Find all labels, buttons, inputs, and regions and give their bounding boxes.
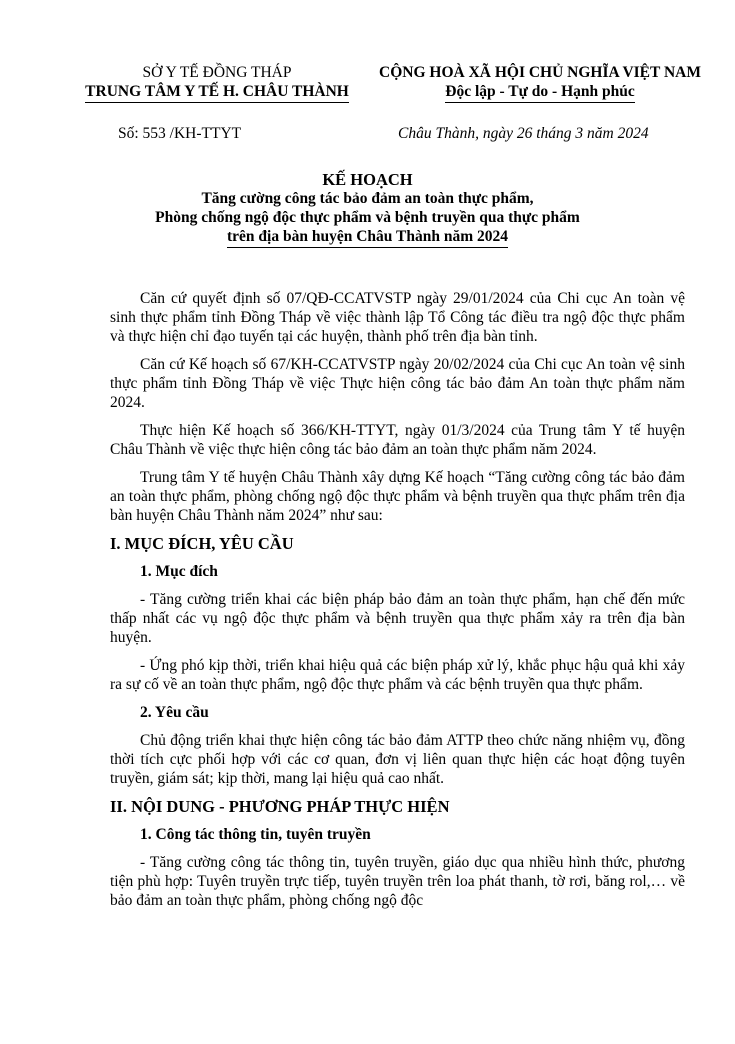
issuing-agency-header: [62, 63, 372, 103]
agency-name-text: TRUNG TÂM Y TẾ H. CHÂU THÀNH: [85, 82, 349, 103]
paragraph: - Ứng phó kịp thời, triển khai hiệu quả các biện pháp xử lý, khắc phục hậu quả khi xảy ra sự cố về an toàn thực phẩm, ngộ độc thực phẩm và các bệnh truyền qua thực phẩm.: [110, 657, 685, 693]
title-line: Phòng chống ngộ độc thực phẩm và bệnh truyền qua thực phẩm: [155, 209, 580, 226]
subsection-heading: 1. Mục đích: [140, 563, 218, 580]
paragraph: - Tăng cường công tác thông tin, tuyên truyền, giáo dục qua nhiều hình thức, phương tiện phù hợp: Tuyên truyền trực tiếp, tuyên truyền trên loa phát thanh, tờ rơi, băng rol,… về bảo đảm an toàn thực phẩm, phòng chống ngộ độc: [110, 854, 685, 909]
national-title: CỘNG HOÀ XÃ HỘI CHỦ NGHĨA VIỆT NAM: [379, 64, 701, 81]
title-line: Tăng cường công tác bảo đảm an toàn thực phẩm,: [201, 190, 534, 207]
section-heading: I. MỤC ĐÍCH, YÊU CẦU: [110, 534, 294, 553]
subsection-heading: 1. Công tác thông tin, tuyên truyền: [140, 826, 371, 843]
paragraph: Căn cứ Kế hoạch số 67/KH-CCATVSTP ngày 20/02/2024 của Chi cục An toàn vệ sinh thực phẩm tỉnh Đồng Tháp về việc Thực hiện công tác bảo đảm An toàn thực phẩm năm 2024.: [110, 356, 685, 411]
paragraph: Trung tâm Y tế huyện Châu Thành xây dựng Kế hoạch “Tăng cường công tác bảo đảm an toàn thực phẩm, phòng chống ngộ độc thực phẩm và bệnh truyền qua thực phẩm trên địa bàn huyện Châu Thành năm 2024” như sau:: [110, 469, 685, 524]
paragraph: - Tăng cường triển khai các biện pháp bảo đảm an toàn thực phẩm, hạn chế đến mức thấp nhất các vụ ngộ độc thực phẩm và bệnh truyền qua thực phẩm xảy ra trên địa bàn huyện.: [110, 591, 685, 646]
subsection-heading: 2. Yêu cầu: [140, 704, 209, 721]
title-type: KẾ HOẠCH: [322, 170, 413, 189]
national-header: [360, 63, 720, 103]
document-title: [60, 170, 675, 248]
title-line-last: [60, 227, 675, 248]
paragraph: Căn cứ quyết định số 07/QĐ-CCATVSTP ngày 29/01/2024 của Chi cục An toàn vệ sinh thực phẩm tỉnh Đồng Tháp về việc thành lập Tổ Công tác điều tra ngộ độc thực phẩm và thực hiện chỉ đạo tuyến tại các huyện, thành phố trên địa bàn tỉnh.: [110, 290, 685, 345]
agency-name: [62, 82, 372, 103]
place-date: Châu Thành, ngày 26 tháng 3 năm 2024: [398, 125, 649, 142]
title-line-last-text: trên địa bàn huyện Châu Thành năm 2024: [227, 227, 508, 248]
national-motto: [360, 82, 720, 103]
paragraph: Chủ động triển khai thực hiện công tác bảo đảm ATTP theo chức năng nhiệm vụ, đồng thời tích cực phối hợp với các cơ quan, đơn vị liên quan thực hiện các hoạt động tuyên truyền, giám sát; kịp thời, mang lại hiệu quả cao nhất.: [110, 732, 685, 787]
agency-parent: SỞ Y TẾ ĐỒNG THÁP: [142, 64, 292, 81]
paragraph: Thực hiện Kế hoạch số 366/KH-TTYT, ngày 01/3/2024 của Trung tâm Y tế huyện Châu Thành về việc thực hiện công tác bảo đảm an toàn thực phẩm năm 2024.: [110, 422, 685, 458]
section-heading: II. NỘI DUNG - PHƯƠNG PHÁP THỰC HIỆN: [110, 797, 450, 816]
national-motto-text: Độc lập - Tự do - Hạnh phúc: [445, 82, 634, 103]
document-number: Số: 553 /KH-TTYT: [118, 125, 242, 142]
document-body: [110, 289, 685, 919]
